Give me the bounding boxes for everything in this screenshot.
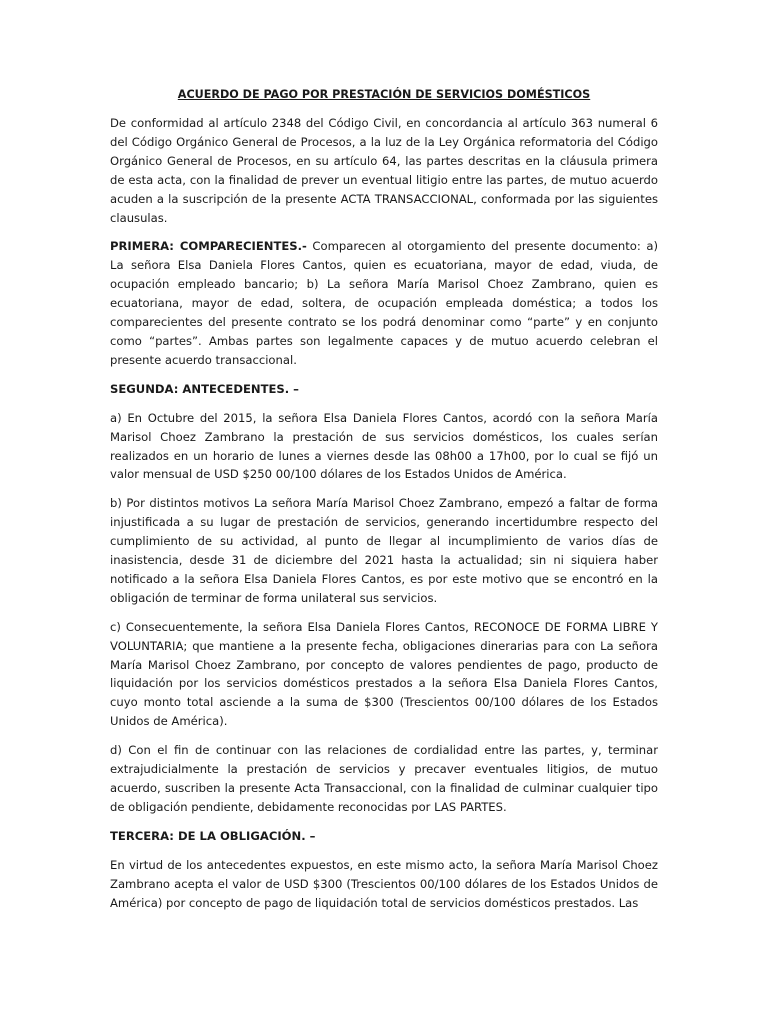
clause-segunda-item-c: c) Consecuentemente, la señora Elsa Daniela Flores Cantos, RECONOCE DE FORMA LIBRE Y VOLUNTARIA; que mantiene a la presente fecha, obligaciones dinerarias para con La señora María Marisol Choez Zambrano, por concepto de valores pendientes de pago, producto de liquidación por los servicios domésticos prestados a la señora Elsa Daniela Flores Cantos, cuyo monto total asciende a la suma de $300 (Trescientos 00/100 dólares de los Estados Unidos de América). [110, 619, 658, 729]
clause-segunda-item-a: a) En Octubre del 2015, la señora Elsa Daniela Flores Cantos, acordó con la señora María Marisol Choez Zambrano la prestación de sus servicios domésticos, los cuales serían realizados en un horario de lunes a viernes desde las 08h00 a 17h00, por lo cual se fijó un valor mensual de USD $250 00/100 dólares de los Estados Unidos de América. [110, 410, 658, 482]
clause-primera-heading: PRIMERA: COMPARECIENTES.- [110, 239, 307, 254]
clause-tercera-heading: TERCERA: DE LA OBLIGACIÓN. – [110, 828, 316, 843]
clause-primera [110, 237, 658, 369]
document-page [110, 86, 658, 922]
clause-primera-text: Comparecen al otorgamiento del presente documento: a) La señora Elsa Daniela Flores Cantos, quien es ecuatoriana, mayor de edad, viuda, de ocupación empleado bancario; b) La señora María Marisol Choez Zambrano, quien es ecuatoriana, mayor de edad, soltera, de ocupación empleada doméstica; a todos los comparecientes del presente contrato se los podrá denominar como “parte” y en conjunto como “partes”. Ambas partes son legalmente capaces y de mutuo acuerdo celebran el presente acuerdo transaccional. [110, 239, 658, 367]
document-title: ACUERDO DE PAGO POR PRESTACIÓN DE SERVICIOS DOMÉSTICOS [177, 88, 591, 101]
clause-segunda-item-d: d) Con el fin de continuar con las relaciones de cordialidad entre las partes, y, terminar extrajudicialmente la prestación de servicios y precaver eventuales litigios, de mutuo acuerdo, suscriben la presente Acta Transaccional, con la finalidad de culminar cualquier tipo de obligación pendiente, debidamente reconocidas por LAS PARTES. [110, 743, 658, 814]
clause-segunda-heading: SEGUNDA: ANTECEDENTES. – [110, 381, 299, 396]
intro-paragraph: De conformidad al artículo 2348 del Código Civil, en concordancia al artículo 363 numeral 6 del Código Orgánico General de Procesos, a la luz de la Ley Orgánica reformatoria del Código Orgánico General de Procesos, en su artículo 64, las partes descritas en la cláusula primera de esta acta, con la finalidad de prever un eventual litigio entre las partes, de mutuo acuerdo acuden a la suscripción de la presente ACTA TRANSACCIONAL, conformada por las siguientes clausulas. [110, 116, 658, 225]
clause-segunda-item-b: b) Por distintos motivos La señora María Marisol Choez Zambrano, empezó a faltar de forma injustificada a su lugar de prestación de servicios, generando incertidumbre respecto del cumplimiento de su actividad, al punto de llegar al incumplimiento de varios días de inasistencia, desde 31 de diciembre del 2021 hasta la actualidad; sin ni siquiera haber notificado a la señora Elsa Daniela Flores Cantos, es por este motivo que se encontró en la obligación de terminar de forma unilateral sus servicios. [110, 496, 658, 605]
clause-tercera-text: En virtud de los antecedentes expuestos, en este mismo acto, la señora María Marisol Choez Zambrano acepta el valor de USD $300 (Trescientos 00/100 dólares de los Estados Unidos de América) por concepto de pago de liquidación total de servicios domésticos prestados. Las [110, 857, 658, 910]
